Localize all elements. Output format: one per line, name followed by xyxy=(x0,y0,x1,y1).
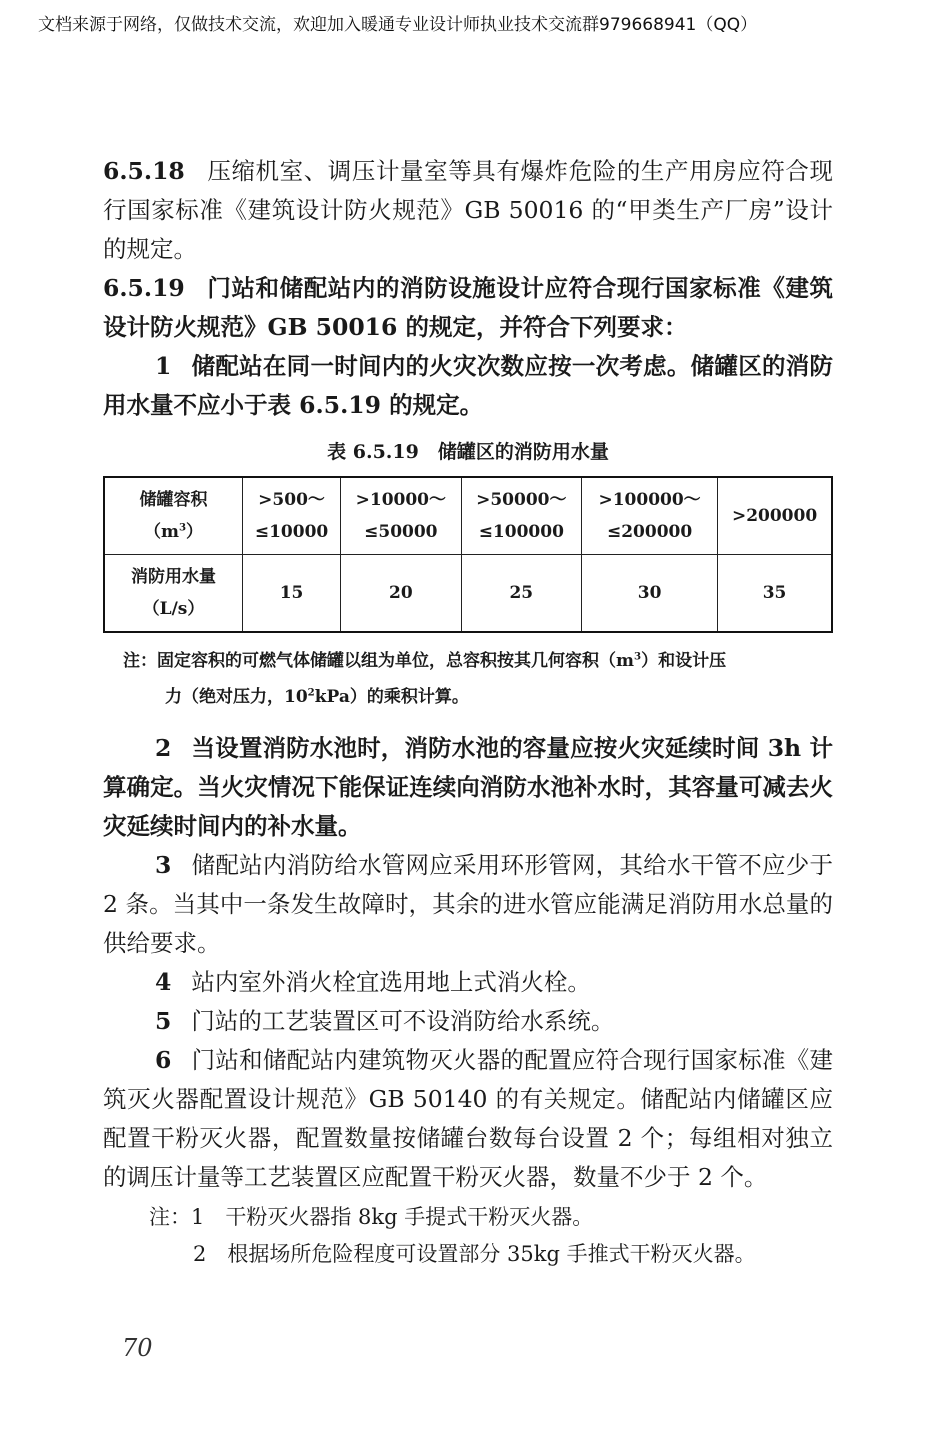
water-value-cell: 25 xyxy=(461,555,581,633)
page-number: 70 xyxy=(122,1334,153,1362)
note-text: 力（绝对压力，10 xyxy=(165,687,308,707)
header-source-note: 文档来源于网络，仅做技术交流，欢迎加入暖通专业设计师执业技术交流群979668941（QQ） xyxy=(38,15,758,35)
range-line2: ≤100000 xyxy=(478,522,564,542)
clause-6-5-18 xyxy=(103,152,833,269)
volume-range-cell xyxy=(461,477,581,555)
volume-range-cell xyxy=(341,477,461,555)
range-line2: ≤50000 xyxy=(364,522,438,542)
range-line2: ≤200000 xyxy=(606,522,693,542)
note-sup: 2 xyxy=(307,686,315,699)
header-label-line2-pre: （m xyxy=(143,522,179,542)
item-text: 当设置消防水池时，消防水池的容量应按火灾延续时间 3h 计算确定。当火灾情况下能保证连续向消防水池补水时，其容量可减去火灾延续时间内的补水量。 xyxy=(103,734,833,840)
item-1 xyxy=(103,347,833,425)
item-3 xyxy=(103,846,833,963)
item-number: 3 xyxy=(155,851,172,879)
range-line1: >50000～ xyxy=(476,490,567,510)
range-line1: >200000 xyxy=(731,506,818,526)
item-text: 储配站在同一时间内的火灾次数应按一次考虑。储罐区的消防用水量不应小于表 6.5.19 的规定。 xyxy=(103,352,833,419)
item-text: 门站的工艺装置区可不设消防给水系统。 xyxy=(191,1007,615,1035)
note-text: ）和设计压 xyxy=(641,651,727,671)
item-number: 1 xyxy=(155,352,172,380)
water-demand-table xyxy=(103,476,833,633)
table-title: 表 6.5.19 储罐区的消防用水量 xyxy=(327,441,609,463)
table-note xyxy=(103,643,833,715)
document-body xyxy=(103,152,833,1273)
item-text: 门站和储配站内建筑物灭火器的配置应符合现行国家标准《建筑灭火器配置设计规范》GB 50140 的有关规定。储配站内储罐区应配置干粉灭火器，配置数量按储罐台数每台设置 2 个；每组相对独立的调压计量等工艺装置区应配置干粉灭火器，数量不少于 2 个。 xyxy=(103,1046,833,1191)
table-row xyxy=(104,555,832,633)
note-text: kPa）的乘积计算。 xyxy=(314,687,469,707)
note-sup: 3 xyxy=(634,650,642,663)
header-label-line1: 储罐容积 xyxy=(139,490,208,510)
range-line2: ≤10000 xyxy=(254,522,329,542)
volume-range-cell xyxy=(582,477,718,555)
clause-6-5-19 xyxy=(103,269,833,347)
header-label-sup: 3 xyxy=(178,521,187,534)
clause-text: 压缩机室、调压计量室等具有爆炸危险的生产用房应符合现行国家标准《建筑设计防火规范》GB 50016 的“甲类生产厂房”设计的规定。 xyxy=(103,157,833,263)
water-value-cell: 35 xyxy=(718,555,832,633)
item-6 xyxy=(103,1041,833,1197)
item-text: 储配站内消防给水管网应采用环形管网，其给水干管不应少于 2 条。当其中一条发生故障时，其余的进水管应能满足消防用水总量的供给要求。 xyxy=(103,851,833,957)
table-note-line1 xyxy=(103,643,833,679)
clause-number: 6.5.18 xyxy=(103,157,185,185)
volume-range-cell xyxy=(243,477,341,555)
header-label-cell xyxy=(104,477,243,555)
item-2 xyxy=(103,729,833,846)
final-note-1: 注：1 干粉灭火器指 8kg 手提式干粉灭火器。 xyxy=(149,1205,594,1229)
volume-range-cell xyxy=(718,477,832,555)
water-value-cell: 20 xyxy=(341,555,461,633)
row-label-line1: 消防用水量 xyxy=(131,567,216,587)
item-number: 6 xyxy=(155,1046,172,1074)
item-number: 5 xyxy=(155,1007,172,1035)
range-line1: >100000～ xyxy=(598,490,701,510)
water-value-cell: 15 xyxy=(243,555,341,633)
final-notes xyxy=(103,1199,833,1273)
item-text: 站内室外消火栓宜选用地上式消火栓。 xyxy=(191,968,591,996)
clause-text: 门站和储配站内的消防设施设计应符合现行国家标准《建筑设计防火规范》GB 50016 的规定，并符合下列要求： xyxy=(103,274,833,341)
range-line1: >10000～ xyxy=(355,490,447,510)
row-label-cell xyxy=(104,555,243,633)
final-note-2: 2 根据场所危险程度可设置部分 35kg 手推式干粉灭火器。 xyxy=(193,1242,756,1266)
header-label-line2-post: ） xyxy=(186,522,204,542)
item-5 xyxy=(103,1002,833,1041)
item-number: 4 xyxy=(155,968,172,996)
note-text: 注：固定容积的可燃气体储罐以组为单位，总容积按其几何容积（m xyxy=(123,651,634,671)
table-row xyxy=(104,477,832,555)
item-4 xyxy=(103,963,833,1002)
water-value-cell: 30 xyxy=(582,555,718,633)
range-line1: >500～ xyxy=(258,490,325,510)
table-note-line2 xyxy=(103,679,833,715)
clause-number: 6.5.19 xyxy=(103,274,185,302)
row-label-line2: （L/s） xyxy=(142,599,205,619)
item-number: 2 xyxy=(155,734,172,762)
